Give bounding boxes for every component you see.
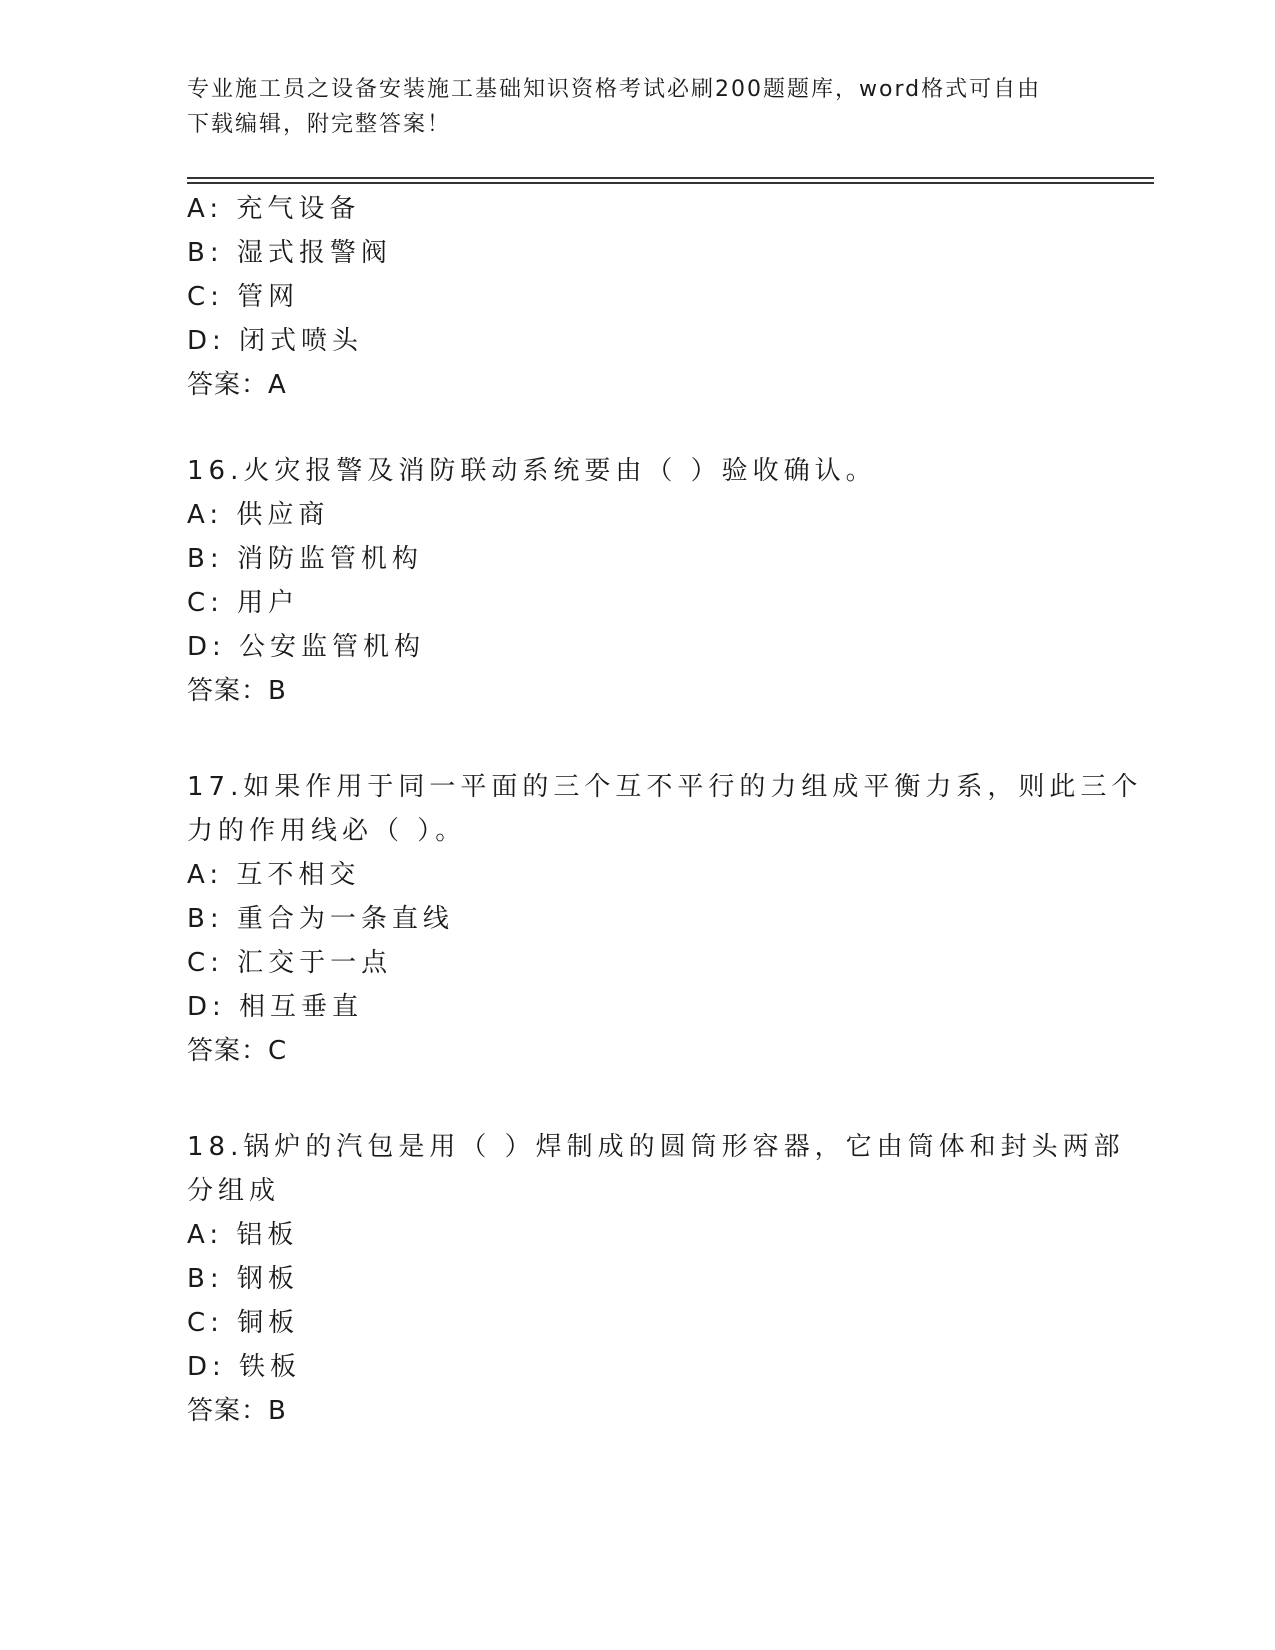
header-divider-top: [187, 177, 1154, 179]
option-a: A: 铝板: [187, 1220, 299, 1250]
option-c: C: 铜板: [187, 1308, 300, 1338]
header-divider-bottom: [187, 182, 1154, 184]
option-d: D: 闭式喷头: [187, 326, 364, 356]
header-line-1: 专业施工员之设备安装施工基础知识资格考试必刷200题题库，word格式可自由: [187, 77, 1042, 102]
option-c: C: 汇交于一点: [187, 948, 393, 978]
option-d: D: 相互垂直: [187, 992, 364, 1022]
option-c: C: 管网: [187, 282, 300, 312]
option-b: B: 湿式报警阀: [187, 238, 392, 268]
question-text-line-2: 分组成: [187, 1176, 281, 1206]
option-c: C: 用户: [187, 588, 300, 618]
answer: 答案：A: [187, 370, 287, 400]
question-text-line-1: 17.如果作用于同一平面的三个互不平行的力组成平衡力系，则此三个: [187, 772, 1143, 802]
option-b: B: 钢板: [187, 1264, 299, 1294]
option-a: A: 供应商: [187, 500, 330, 530]
answer: 答案：B: [187, 676, 287, 706]
answer: 答案：C: [187, 1036, 288, 1066]
option-a: A: 互不相交: [187, 860, 361, 890]
option-b: B: 消防监管机构: [187, 544, 423, 574]
document-header: [187, 72, 1087, 142]
question-text: 16.火灾报警及消防联动系统要由（ ）验收确认。: [187, 456, 877, 486]
option-d: D: 公安监管机构: [187, 632, 426, 662]
option-d: D: 铁板: [187, 1352, 302, 1382]
option-a: A: 充气设备: [187, 194, 361, 224]
question-text-line-1: 18.锅炉的汽包是用（ ）焊制成的圆筒形容器，它由筒体和封头两部: [187, 1132, 1125, 1162]
answer: 答案：B: [187, 1396, 287, 1426]
option-b: B: 重合为一条直线: [187, 904, 454, 934]
header-line-2: 下载编辑，附完整答案！: [187, 112, 452, 137]
question-text-line-2: 力的作用线必（ ）。: [187, 816, 467, 846]
